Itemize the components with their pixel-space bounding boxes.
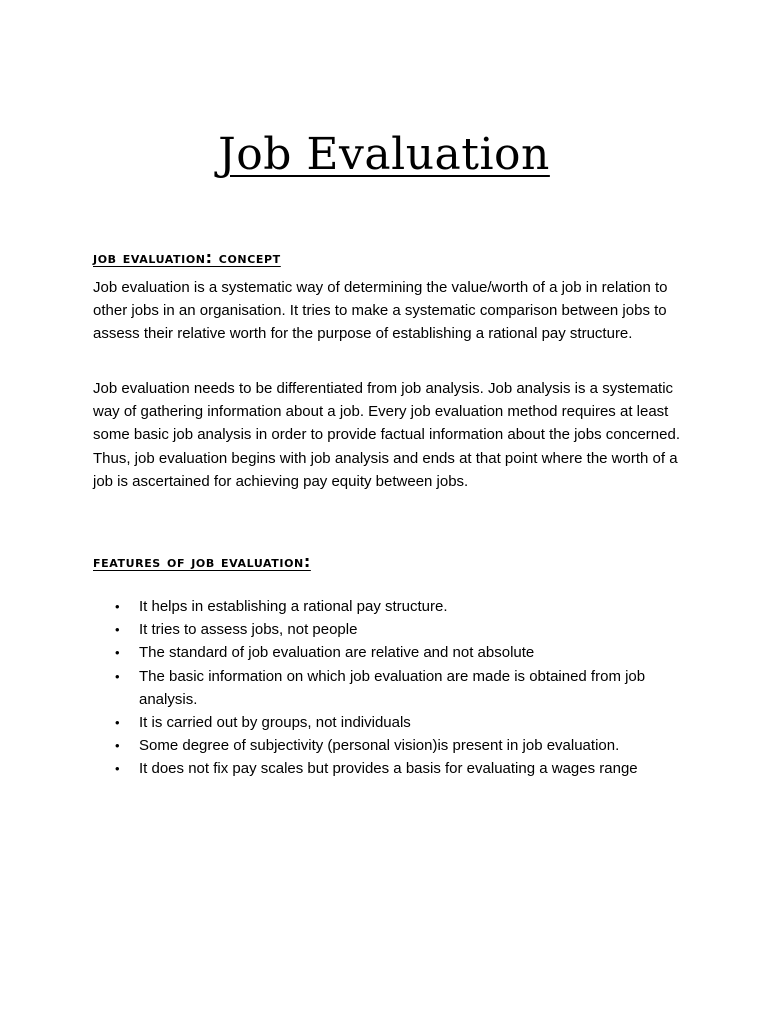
- list-item: [93, 711, 683, 734]
- bullet-icon: •: [115, 761, 120, 777]
- list-item-text: The basic information on which job evaluation are made is obtained from job analysis.: [139, 667, 646, 708]
- list-item-text: Some degree of subjectivity (personal vision)is present in job evaluation.: [139, 737, 620, 755]
- features-list: [93, 595, 683, 781]
- list-item: [93, 618, 683, 641]
- concept-paragraph-1: Job evaluation is a systematic way of determining the value/worth of a job in relation to other jobs in an organisation. It tries to make a systematic comparison between jobs to assess their relative worth for the purpose of establishing a rational pay structure.: [93, 279, 668, 343]
- bullet-icon: •: [115, 738, 120, 754]
- list-item: [93, 757, 683, 780]
- bullet-icon: •: [115, 645, 120, 661]
- features-heading: features of job evaluation:: [93, 552, 311, 571]
- concept-paragraph-2: Job evaluation needs to be differentiated from job analysis. Job analysis is a systematic way of gathering information about a job. Every job evaluation method requires at least some basic job analysis in order to provide factual information about the jobs concerned. Thus, job evaluation begins with job analysis and ends at that point where the worth of a job is ascertained for achieving pay equity between jobs.: [93, 380, 680, 490]
- list-item: [93, 665, 683, 711]
- list-item: [93, 734, 683, 757]
- bullet-icon: •: [115, 622, 120, 638]
- list-item-text: It tries to assess jobs, not people: [139, 621, 358, 639]
- list-item-text: The standard of job evaluation are relative and not absolute: [139, 644, 535, 662]
- list-item: [93, 641, 683, 664]
- page-title-text: Job Evaluation: [218, 129, 550, 180]
- list-item-text: It does not fix pay scales but provides a basis for evaluating a wages range: [139, 760, 638, 778]
- bullet-icon: •: [115, 668, 120, 684]
- bullet-icon: •: [115, 599, 120, 614]
- bullet-icon: •: [115, 715, 120, 731]
- page-title: [0, 122, 768, 188]
- list-item-text: It is carried out by groups, not individuals: [139, 714, 411, 732]
- list-item: [93, 595, 683, 618]
- concept-heading: job evaluation: concept: [93, 248, 281, 267]
- list-item-text: It helps in establishing a rational pay structure.: [139, 598, 448, 615]
